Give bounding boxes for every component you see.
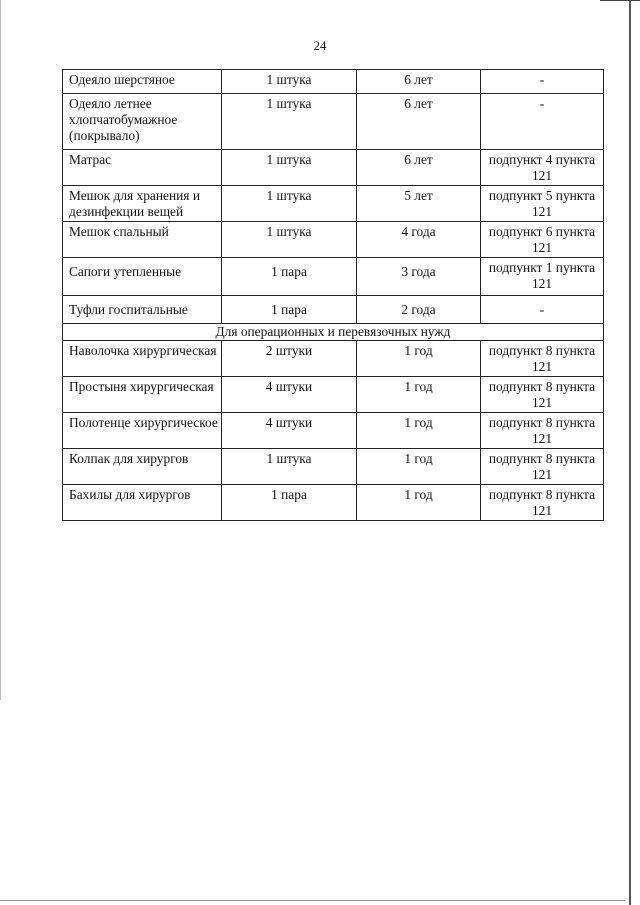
item-term: 1 год [357,449,481,485]
table-row [63,296,604,324]
scan-edge-top [600,0,640,1]
item-quantity: 1 пара [222,258,357,296]
item-term: 6 лет [357,70,481,94]
item-term: 6 лет [357,150,481,186]
item-name: Матрас [63,150,222,186]
item-term: 1 год [357,377,481,413]
item-name: Одеяло шерстяное [63,70,222,94]
table-row [63,186,604,222]
table-row [63,341,604,377]
item-note: - [481,70,604,94]
item-note: подпункт 4 пункта 121 [481,150,604,186]
table-row [63,94,604,150]
item-quantity: 4 штуки [222,413,357,449]
item-note: подпункт 8 пункта 121 [481,449,604,485]
item-quantity: 1 штука [222,222,357,258]
item-note: подпункт 6 пункта 121 [481,222,604,258]
scan-edge-bottom [0,900,625,901]
item-name: Туфли госпитальные [63,296,222,324]
item-name: Бахилы для хирургов [63,485,222,521]
item-quantity: 2 штуки [222,341,357,377]
item-name: Колпак для хирургов [63,449,222,485]
item-name: Мешок для хранения и дезинфекции вещей [63,186,222,222]
item-quantity: 1 штука [222,449,357,485]
item-quantity: 1 штука [222,186,357,222]
item-note: - [481,94,604,150]
item-quantity: 1 штука [222,70,357,94]
item-note: подпункт 8 пункта 121 [481,413,604,449]
item-note: подпункт 8 пункта 121 [481,485,604,521]
item-quantity: 1 штука [222,94,357,150]
item-name: Полотенце хирургическое [63,413,222,449]
section-row [63,324,604,341]
section-title: Для операционных и перевязочных нужд [63,324,604,341]
item-term: 4 года [357,222,481,258]
item-note: подпункт 8 пункта 121 [481,341,604,377]
item-note: подпункт 5 пункта 121 [481,186,604,222]
item-term: 2 года [357,296,481,324]
table-row [63,485,604,521]
item-term: 6 лет [357,94,481,150]
item-term: 5 лет [357,186,481,222]
table-row [63,258,604,296]
item-term: 1 год [357,485,481,521]
page-number: 24 [313,38,327,53]
supply-table [62,69,604,521]
item-quantity: 1 пара [222,485,357,521]
item-note: подпункт 1 пункта 121 [481,258,604,296]
table-row [63,222,604,258]
item-note: подпункт 8 пункта 121 [481,377,604,413]
table-row [63,449,604,485]
item-term: 1 год [357,413,481,449]
table-row [63,413,604,449]
item-name: Простыня хирургическая [63,377,222,413]
scan-edge-left [0,0,1,700]
item-name: Наволочка хирургическая [63,341,222,377]
item-quantity: 1 штука [222,150,357,186]
table-row [63,377,604,413]
item-name: Мешок спальный [63,222,222,258]
item-quantity: 1 пара [222,296,357,324]
item-term: 3 года [357,258,481,296]
item-name: Сапоги утепленные [63,258,222,296]
item-quantity: 4 штуки [222,377,357,413]
scan-edge-right [629,0,631,905]
item-term: 1 год [357,341,481,377]
table-row [63,70,604,94]
item-note: - [481,296,604,324]
table-row [63,150,604,186]
item-name: Одеяло летнее хлопчатобумажное (покрывало) [63,94,222,150]
